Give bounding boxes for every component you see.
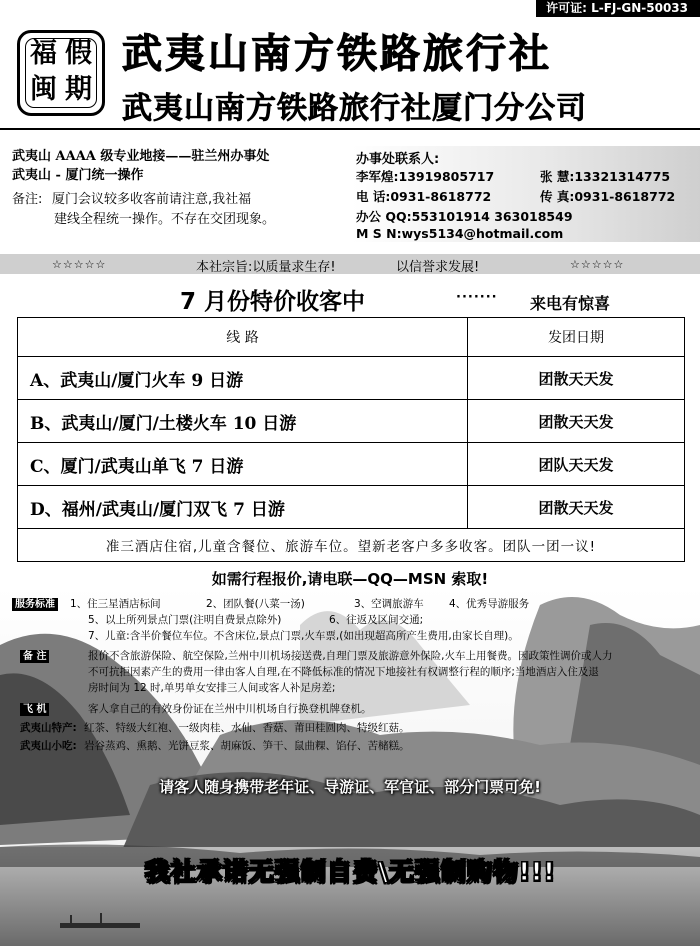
promo-dots: ······· [456,290,498,305]
quote-request: 如需行程报价,请电联—QQ—MSN 索取! [211,570,489,588]
header-route: 线 路 [18,318,468,357]
route-date: 团散天天发 [468,357,685,400]
flight-text: 客人拿自己的有效身份证在兰州中川机场自行换登机牌登机。 [88,703,372,715]
contact-row-right: 张 慧:13321314775 [540,169,671,184]
table-footer-row [18,529,685,562]
license-number: 许可证: L-FJ-GN-50033 [536,0,700,17]
promo-title: 7 月份特价收客中 [180,289,366,315]
service-item: 5、以上所列景点门票(注明自费景点除外) [88,614,282,626]
table-row [18,400,685,443]
seal-logo [17,30,105,116]
intro-line-1: 武夷山 AAAA 级专业地接——驻兰州办事处 [12,149,270,164]
contact-row-left: 电 话:0931-8618772 [356,189,492,204]
branch-title: 武夷山南方铁路旅行社厦门分公司 [122,91,587,126]
route-name: A、武夷山/厦门火车 9 日游 [18,357,468,400]
remark-line: 报价不含旅游保险、航空保险,兰州中川机场接送费,自理门票及旅游意外保险,火车上用餐费。因政策性调价或人力 [88,650,613,662]
promo-surprise: 来电有惊喜 [530,294,611,313]
motto-text-1: 本社宗旨:以质量求生存! [196,260,336,275]
contact-heading: 办事处联系人: [356,152,440,167]
header-date: 发团日期 [468,318,685,357]
snack-label: 武夷山小吃: [20,740,77,752]
motto-text-2: 以信誉求发展! [396,260,480,275]
service-item: 2、团队餐(八菜一汤) [206,598,305,610]
note-line-1: 厦门会议较多收客前请注意,我社福 [52,192,252,207]
routes-table [17,317,685,562]
route-name: C、厦门/武夷山单飞 7 日游 [18,443,468,486]
remark-tag: 备 注 [20,649,49,664]
note-line-2: 建线全程统一操作。不存在交团现象。 [54,212,276,227]
table-footer: 准三酒店住宿,儿童含餐位、旅游车位。望新老客户多多收客。团队一团一议! [18,529,685,562]
service-item: 3、空调旅游车 [354,598,424,610]
flight-tag: 飞 机 [20,702,49,717]
note-label: 备注: [12,192,43,207]
seal-char: 闽 [30,74,57,105]
contact-row-left: 李军煌:13919805717 [356,169,495,184]
no-forced-shopping-promise: 我社承诺无强制自费\无强制购物!!! [144,857,556,886]
seal-char: 期 [65,74,92,105]
table-header-row [18,318,685,357]
route-date: 团散天天发 [468,486,685,529]
service-item: 4、优秀导游服务 [449,598,530,610]
agency-title: 武夷山南方铁路旅行社 [122,31,552,77]
route-date: 团散天天发 [468,400,685,443]
route-name: B、武夷山/厦门/土楼火车 10 日游 [18,400,468,443]
carry-documents-note: 请客人随身携带老年证、导游证、军官证、部分门票可免! [159,778,541,796]
seal-char: 福 [30,38,57,69]
specialty-text: 红茶、特级大红袍、一级肉桂、水仙、香菇、莆田桂圆肉、特级红菇。 [84,722,410,734]
stars-left: ☆☆☆☆☆ [52,258,107,271]
contact-row-left: 办公 QQ:553101914 363018549 [356,209,573,224]
table-row [18,357,685,400]
contact-row-left: M S N:wys5134@hotmail.com [356,226,564,241]
service-tag: 服务标准 [12,597,58,612]
specialty-label: 武夷山特产: [20,722,77,734]
service-item: 6、往返及区间交通; [329,614,424,626]
intro-line-2: 武夷山 - 厦门统一操作 [12,168,144,183]
service-item: 1、住三星酒店标间 [70,598,161,610]
snack-text: 岩谷蒸鸡、熏鹅、光饼豆浆、胡麻饭、笋干、鼠曲粿、馅仔、苦槠糕。 [84,740,410,752]
table-row [18,486,685,529]
stars-right: ☆☆☆☆☆ [570,258,625,271]
remark-line: 不可抗拒因素产生的费用一律由客人自理,在不降低标准的情况下地接社有权调整行程的顺序;当地酒店入住及退 [88,666,599,678]
contact-row-right: 传 真:0931-8618772 [540,189,676,204]
table-row [18,443,685,486]
divider [0,128,700,130]
remark-line: 房时间为 12 时,单男单女安排三人间或客人补足房差; [88,682,336,694]
route-date: 团队天天发 [468,443,685,486]
route-name: D、福州/武夷山/厦门双飞 7 日游 [18,486,468,529]
service-item: 7、儿童:含半价餐位车位。不含床位,景点门票,火车票,(如出现超高所产生费用,由家长自理)。 [88,630,519,642]
seal-char: 假 [65,38,92,69]
